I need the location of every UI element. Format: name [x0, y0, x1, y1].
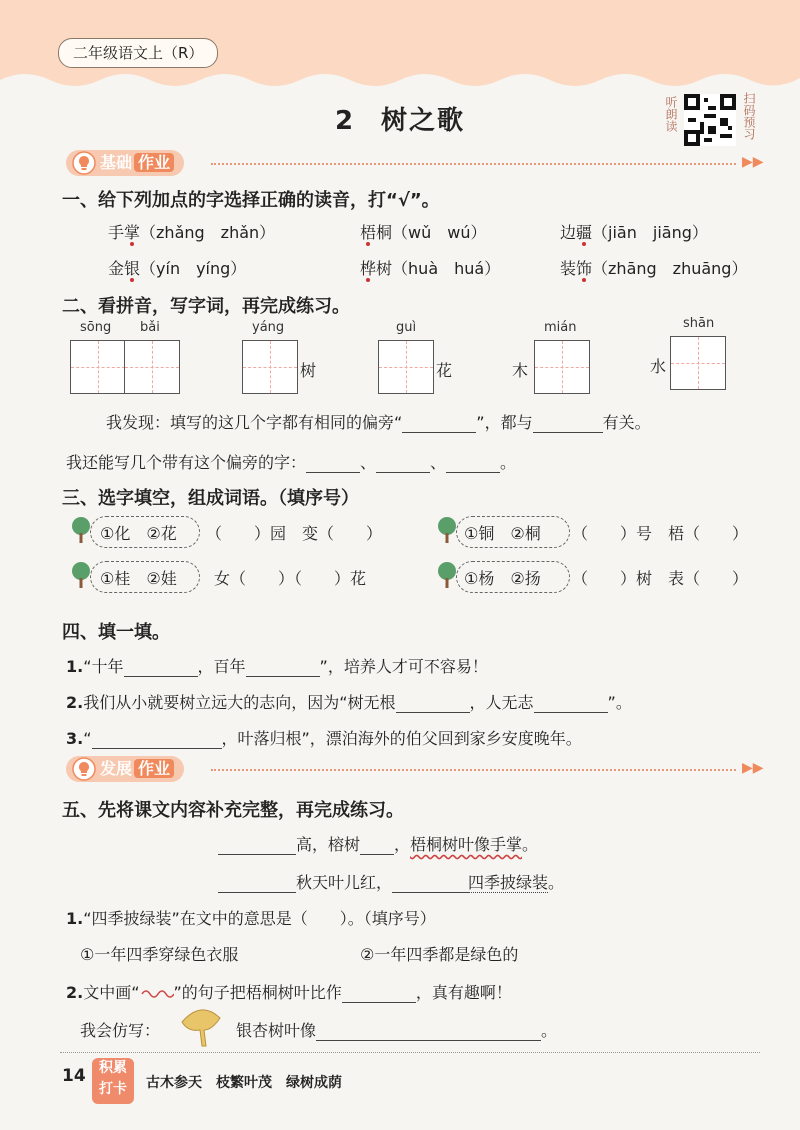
q3-options: ①桂 ②娃: [100, 569, 177, 588]
pinyin-label: mián: [544, 320, 577, 335]
q5-option-2[interactable]: ②一年四季都是绿色的: [360, 945, 519, 964]
word-suffix: 水: [650, 357, 667, 376]
q5-heading: 五、先将课文内容补充完整，再完成练习。: [62, 800, 404, 821]
word-suffix: 花: [436, 361, 453, 380]
fill-blank[interactable]: [533, 416, 603, 433]
q5-option-1[interactable]: ①一年四季穿绿色衣服: [80, 945, 239, 964]
q1-heading: 一、给下列加点的字选择正确的读音，打“√”。: [62, 190, 440, 211]
fill-blank[interactable]: [218, 876, 296, 893]
q3-heading: 三、选字填空，组成词语。（填序号）: [62, 488, 359, 509]
footer-divider: [60, 1052, 760, 1053]
qr-right-caption: 扫码预习: [742, 92, 756, 140]
q1-item: 桦树（huà huá）: [360, 259, 501, 278]
more-chars-line: 我还能写几个带有这个偏旁的字： 、 、 。: [66, 453, 517, 472]
q3-fill[interactable]: （ ）树 表（ ）: [572, 569, 749, 588]
pinyin-label: sōng: [80, 320, 112, 335]
word-suffix: 木: [512, 361, 529, 380]
q3-fill[interactable]: （ ）园 变（ ）: [206, 524, 383, 543]
develop-section-tag: [66, 756, 766, 784]
q3-fill[interactable]: （ ）号 梧（ ）: [572, 524, 749, 543]
fill-blank[interactable]: [246, 660, 320, 677]
fill-blank[interactable]: [360, 838, 394, 855]
qr-left-caption: 听朗读: [664, 96, 678, 132]
wavy-underlined-sentence: 梧桐树叶像手掌: [410, 835, 523, 854]
section-divider: [211, 163, 736, 165]
q1-item: 装饰（zhāng zhuāng）: [560, 259, 748, 278]
q3-fill[interactable]: 女（ ）（ ）花: [214, 569, 367, 588]
section-divider: [211, 769, 736, 771]
develop-tag-pill: 发展 作业: [66, 756, 184, 782]
qr-code-icon[interactable]: [684, 94, 736, 146]
fill-blank[interactable]: [392, 876, 468, 893]
pinyin-label: bǎi: [140, 320, 160, 335]
poem-line-1: 高，榕树 ，梧桐树叶像手掌。: [218, 832, 538, 855]
idioms-text: 古木参天 枝繁叶茂 绿树成荫: [146, 1075, 342, 1091]
pinyin-label: yáng: [252, 320, 285, 335]
imitate-line: 银杏树叶像 。: [236, 1021, 558, 1040]
double-arrow-icon: ▶▶: [742, 760, 764, 776]
q1-item: 边疆（jiān jiāng）: [560, 223, 708, 242]
writing-box[interactable]: [378, 340, 434, 394]
q3-options: ①杨 ②扬: [464, 569, 541, 588]
tree-icon: [70, 561, 92, 589]
wavy-line-icon: [140, 984, 174, 998]
fill-blank[interactable]: [446, 456, 500, 473]
q1-item: 金银（yín yíng）: [108, 259, 247, 278]
lesson-number: 2: [334, 106, 356, 136]
word-suffix: 树: [300, 361, 317, 380]
q3-options: ①铜 ②桐: [464, 524, 541, 543]
q4-line-3: 3.“ ，叶落归根”，漂泊海外的伯父回到家乡安度晚年。: [66, 729, 582, 748]
writing-box[interactable]: [670, 336, 726, 390]
lightbulb-icon: [72, 757, 96, 781]
pinyin-label: shān: [683, 316, 715, 331]
page-number: 14: [62, 1066, 86, 1086]
q4-line-2: 2.我们从小就要树立远大的志向，因为“树无根 ，人无志 ”。: [66, 693, 632, 712]
poem-line-2: 秋天叶儿红， 四季披绿装。: [218, 870, 564, 893]
fill-blank[interactable]: [376, 456, 430, 473]
fill-blank[interactable]: [402, 416, 476, 433]
fill-blank[interactable]: [124, 660, 198, 677]
tree-icon: [436, 561, 458, 589]
dotted-underlined-phrase: 四季披绿装: [468, 873, 549, 892]
fill-blank[interactable]: [218, 838, 296, 855]
writing-box[interactable]: [242, 340, 298, 394]
writing-box[interactable]: [534, 340, 590, 394]
discovery-line: 我发现：填写的这几个字都有相同的偏旁“ ”，都与 有关。: [106, 413, 651, 432]
double-arrow-icon: ▶▶: [742, 154, 764, 170]
fill-blank[interactable]: [92, 732, 222, 749]
imitate-label: 我会仿写：: [80, 1021, 161, 1040]
writing-box[interactable]: [124, 340, 180, 394]
book-label: 二年级语文上（R）: [58, 38, 218, 68]
pinyin-label: guì: [396, 320, 417, 335]
writing-box[interactable]: [70, 340, 126, 394]
ginkgo-leaf-icon: [176, 1004, 226, 1048]
tree-icon: [70, 516, 92, 544]
fill-blank[interactable]: [534, 696, 608, 713]
q5-sub-1: 1.“四季披绿装”在文中的意思是（ ）。（填序号）: [66, 909, 436, 928]
q2-heading: 二、看拼音，写字词，再完成练习。: [62, 296, 350, 317]
lightbulb-icon: [72, 151, 96, 175]
basic-tag-pill: 基础 作业: [66, 150, 184, 176]
checkin-badge: 积累 打卡: [92, 1058, 134, 1104]
q5-sub-2: 2.文中画“ ”的句子把梧桐树叶比作 ，真有趣啊！: [66, 983, 512, 1002]
q4-heading: 四、填一填。: [62, 622, 170, 643]
q1-item: 梧桐（wǔ wú）: [360, 223, 487, 242]
fill-blank[interactable]: [342, 986, 416, 1003]
q4-line-1: 1.“十年 ，百年 ”，培养人才可不容易！: [66, 657, 488, 676]
basic-section-tag: [66, 150, 766, 178]
fill-blank[interactable]: [316, 1024, 541, 1041]
q1-item: 手掌（zhǎng zhǎn）: [108, 223, 276, 242]
lesson-name: 树之歌: [381, 106, 466, 136]
tree-icon: [436, 516, 458, 544]
q3-options: ①化 ②花: [100, 524, 177, 543]
fill-blank[interactable]: [396, 696, 470, 713]
fill-blank[interactable]: [306, 456, 360, 473]
